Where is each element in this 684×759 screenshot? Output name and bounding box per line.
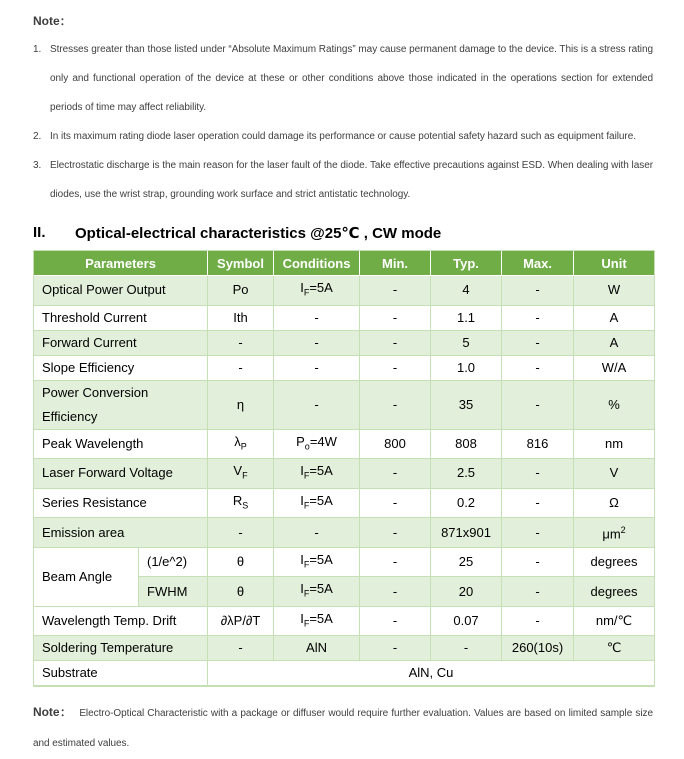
top-note-label: Note： <box>33 14 72 28</box>
table-cell: nm <box>574 430 654 460</box>
table-cell: - <box>360 276 431 306</box>
table-row <box>34 306 654 331</box>
table-cell: - <box>360 577 431 607</box>
table-cell: W <box>574 276 654 306</box>
table-cell: - <box>360 459 431 489</box>
note-item-1-number: 1. <box>33 44 42 55</box>
table-cell: $V_F$ <box>208 459 274 489</box>
table-cell: Series Resistance <box>34 489 208 519</box>
table-cell: - <box>502 356 574 381</box>
table-cell: - <box>502 518 574 547</box>
table-cell: θ <box>208 548 274 578</box>
table-row <box>34 381 654 430</box>
note-item-1 <box>33 35 653 122</box>
table-cell: Laser Forward Voltage <box>34 459 208 489</box>
table-cell: ∂λP/∂T <box>208 607 274 637</box>
table-row <box>34 430 654 460</box>
oe-table-body <box>34 276 654 686</box>
table-cell: - <box>274 306 360 331</box>
table-cell: $\lambda_P$ <box>208 430 274 460</box>
bottom-note-text: Electro-Optical Characteristic with a package or diffuser would require further evaluation. Values are based on limited sample size and estimated values. <box>33 708 653 750</box>
note-item-3 <box>33 151 653 209</box>
table-cell: - <box>360 306 431 331</box>
table-cell: Emission area <box>34 518 208 547</box>
table-cell: - <box>360 518 431 547</box>
table-cell: Threshold Current <box>34 306 208 331</box>
column-header-unit: Unit <box>574 251 654 276</box>
table-cell: Forward Current <box>34 331 208 356</box>
table-cell: Power Conversion Efficiency <box>34 381 208 430</box>
table-cell: Substrate <box>34 661 208 686</box>
table-cell: - <box>502 381 574 430</box>
table-cell: Soldering Temperature <box>34 636 208 661</box>
section-numeral: II. <box>33 224 46 241</box>
section-title: Optical-electrical characteristics @25℃ , CW mode <box>75 225 442 242</box>
table-cell: - <box>274 331 360 356</box>
table-cell: - <box>274 381 360 430</box>
table-row <box>34 489 654 519</box>
table-cell: 4 <box>431 276 502 306</box>
table-cell: 20 <box>431 577 502 607</box>
table-cell: - <box>360 548 431 578</box>
table-cell: - <box>502 577 574 607</box>
column-header-conditions: Conditions <box>274 251 360 276</box>
table-cell: 260(10s) <box>502 636 574 661</box>
table-cell: - <box>502 306 574 331</box>
table-cell: $P_o=4W$ <box>274 430 360 460</box>
bottom-note <box>33 697 653 759</box>
table-row <box>34 459 654 489</box>
table-cell: Wavelength Temp. Drift <box>34 607 208 637</box>
table-cell: - <box>502 331 574 356</box>
note-item-1-text: Stresses greater than those listed under “Absolute Maximum Ratings” may cause permanent damage to the device. This is a stress rating only and functional operation of the device at these or other conditions above those indicated in the operations section for extended periods of time may affect reliability. <box>50 44 653 113</box>
table-cell: $I_F=5A$ <box>274 607 360 637</box>
table-cell: 871x901 <box>431 518 502 547</box>
table-cell: - <box>274 356 360 381</box>
beam-angle-group-cell: Beam Angle <box>34 548 139 607</box>
table-cell: Peak Wavelength <box>34 430 208 460</box>
table-cell: degrees <box>574 577 654 607</box>
table-cell: - <box>360 607 431 637</box>
table-row <box>34 276 654 306</box>
table-cell: nm/℃ <box>574 607 654 637</box>
table-cell: $I_F=5A$ <box>274 489 360 519</box>
table-cell: A <box>574 306 654 331</box>
table-cell: 2.5 <box>431 459 502 489</box>
bottom-note-label: Note： <box>33 705 73 720</box>
table-cell: - <box>208 356 274 381</box>
column-header-min: Min. <box>360 251 431 276</box>
table-cell: - <box>502 459 574 489</box>
table-cell: 808 <box>431 430 502 460</box>
table-row <box>34 331 654 356</box>
table-cell: - <box>431 636 502 661</box>
note-item-3-text: Electrostatic discharge is the main reason for the laser fault of the diode. Take effective precautions against ESD. When dealing with laser diodes, use the wrist strap, grounding work surface and strict antistatic technology. <box>50 160 653 200</box>
table-cell: degrees <box>574 548 654 578</box>
table-cell: 5 <box>431 331 502 356</box>
note-item-3-number: 3. <box>33 160 42 171</box>
note-item-2-number: 2. <box>33 131 42 142</box>
table-row <box>34 636 654 661</box>
table-row <box>34 661 654 686</box>
table-cell: Po <box>208 276 274 306</box>
table-cell: $I_F=5A$ <box>274 459 360 489</box>
table-cell: 25 <box>431 548 502 578</box>
table-cell: - <box>502 489 574 519</box>
section-heading <box>33 224 653 242</box>
table-cell: - <box>274 518 360 547</box>
note-item-2-text: In its maximum rating diode laser operation could damage its performance or cause potential safety hazard such as equipment failure. <box>50 131 636 142</box>
table-cell: θ <box>208 577 274 607</box>
table-cell: Optical Power Output <box>34 276 208 306</box>
table-row <box>34 518 654 547</box>
table-row <box>34 548 654 578</box>
table-row <box>34 607 654 637</box>
table-cell: Slope Efficiency <box>34 356 208 381</box>
table-cell: AlN <box>274 636 360 661</box>
table-cell: AlN, Cu <box>208 661 654 686</box>
note-item-2 <box>33 122 653 151</box>
table-cell: - <box>208 331 274 356</box>
table-cell: 0.2 <box>431 489 502 519</box>
table-cell: - <box>360 489 431 519</box>
table-cell: 1.1 <box>431 306 502 331</box>
table-cell: - <box>208 518 274 547</box>
table-cell: 1.0 <box>431 356 502 381</box>
table-cell: Ith <box>208 306 274 331</box>
note-list <box>33 35 653 209</box>
table-cell: $I_F=5A$ <box>274 276 360 306</box>
top-notes-section <box>33 10 653 209</box>
table-cell: % <box>574 381 654 430</box>
table-cell: $R_S$ <box>208 489 274 519</box>
table-cell: $I_F=5A$ <box>274 577 360 607</box>
column-header-typ: Typ. <box>431 251 502 276</box>
table-cell: ℃ <box>574 636 654 661</box>
table-cell: W/A <box>574 356 654 381</box>
column-header-max: Max. <box>502 251 574 276</box>
table-cell: 0.07 <box>431 607 502 637</box>
table-row <box>34 356 654 381</box>
table-cell: FWHM <box>139 577 208 607</box>
table-cell: 35 <box>431 381 502 430</box>
table-cell: - <box>360 636 431 661</box>
table-cell: η <box>208 381 274 430</box>
table-cell: (1/e^2) <box>139 548 208 578</box>
table-cell: 816 <box>502 430 574 460</box>
table-cell: A <box>574 331 654 356</box>
table-cell: - <box>502 607 574 637</box>
table-cell: - <box>360 331 431 356</box>
table-cell: V <box>574 459 654 489</box>
oe-characteristics-table <box>33 250 655 687</box>
table-cell: - <box>208 636 274 661</box>
table-header-row <box>34 251 654 276</box>
column-header-parameters: Parameters <box>34 251 208 276</box>
table-cell: $\mu m^2$ <box>574 518 654 547</box>
table-cell: - <box>502 548 574 578</box>
table-cell: 800 <box>360 430 431 460</box>
table-cell: - <box>360 356 431 381</box>
table-cell: - <box>360 381 431 430</box>
table-cell: Ω <box>574 489 654 519</box>
column-header-symbol: Symbol <box>208 251 274 276</box>
table-cell: - <box>502 276 574 306</box>
table-cell: $I_F=5A$ <box>274 548 360 578</box>
